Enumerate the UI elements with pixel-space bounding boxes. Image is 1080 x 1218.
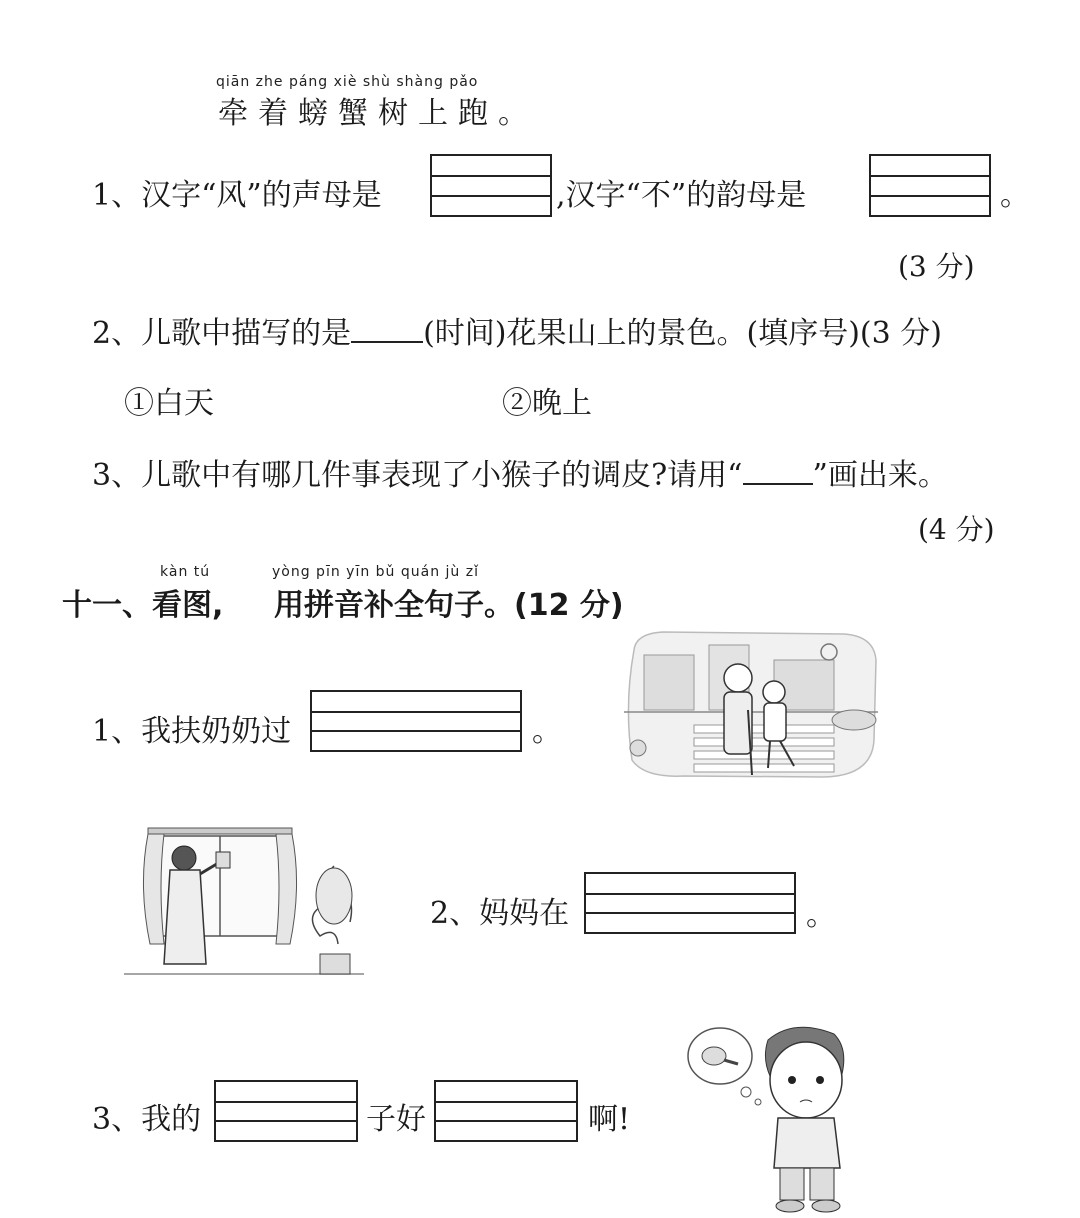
- question-3-score: (4 分): [918, 513, 995, 546]
- answer-box-item-2[interactable]: [584, 872, 796, 934]
- answer-box-item-1[interactable]: [310, 690, 522, 752]
- item-1-end: 。: [532, 714, 562, 749]
- section-title-a: 十一、看图,: [62, 588, 224, 623]
- question-3-text-a: 3、儿歌中有哪几件事表现了小猴子的调皮?请用“: [92, 458, 743, 493]
- item-3-text-b: 子好: [366, 1102, 426, 1137]
- question-1-end: 。: [1000, 178, 1030, 213]
- option-1[interactable]: ①白天: [124, 386, 214, 421]
- poem-pinyin: qiān zhe páng xiè shù shàng pǎo: [216, 74, 479, 90]
- question-1-part-b: ,汉字“不”的韵母是: [556, 178, 807, 213]
- answer-box-1a[interactable]: [430, 154, 552, 217]
- question-2-blank[interactable]: [351, 341, 423, 343]
- item-3-end: 啊!: [588, 1102, 631, 1137]
- crossing-street-illustration: [624, 630, 878, 780]
- item-1-text: 1、我扶奶奶过: [92, 714, 292, 749]
- item-2-text: 2、妈妈在: [430, 896, 570, 931]
- section-pinyin-1: kàn tú: [160, 564, 211, 580]
- section-pinyin-2: yòng pīn yīn bǔ quán jù zǐ: [272, 564, 479, 580]
- hungry-boy-illustration: [684, 1018, 864, 1214]
- item-3-text-a: 3、我的: [92, 1102, 202, 1137]
- question-3: [92, 450, 948, 494]
- question-1-score: (3 分): [898, 250, 975, 283]
- answer-box-item-3a[interactable]: [214, 1080, 358, 1142]
- question-2-text-a: 2、儿歌中描写的是: [92, 316, 352, 351]
- item-2-end: 。: [806, 898, 836, 933]
- poem-text: 牵着螃蟹树上跑。: [218, 96, 538, 131]
- section-title-b: 用拼音补全句子。(12 分): [274, 588, 624, 623]
- answer-box-item-3b[interactable]: [434, 1080, 578, 1142]
- question-3-blank: [743, 483, 813, 485]
- question-3-text-b: ”画出来。: [812, 458, 948, 493]
- option-2[interactable]: ②晚上: [502, 386, 592, 421]
- question-2-part-a: [92, 308, 942, 352]
- question-2-text-b: (时间)花果山上的景色。(填序号)(3 分): [423, 316, 942, 351]
- cleaning-window-illustration: [124, 826, 364, 996]
- question-1-part-a: 1、汉字“风”的声母是: [92, 178, 382, 213]
- answer-box-1b[interactable]: [869, 154, 991, 217]
